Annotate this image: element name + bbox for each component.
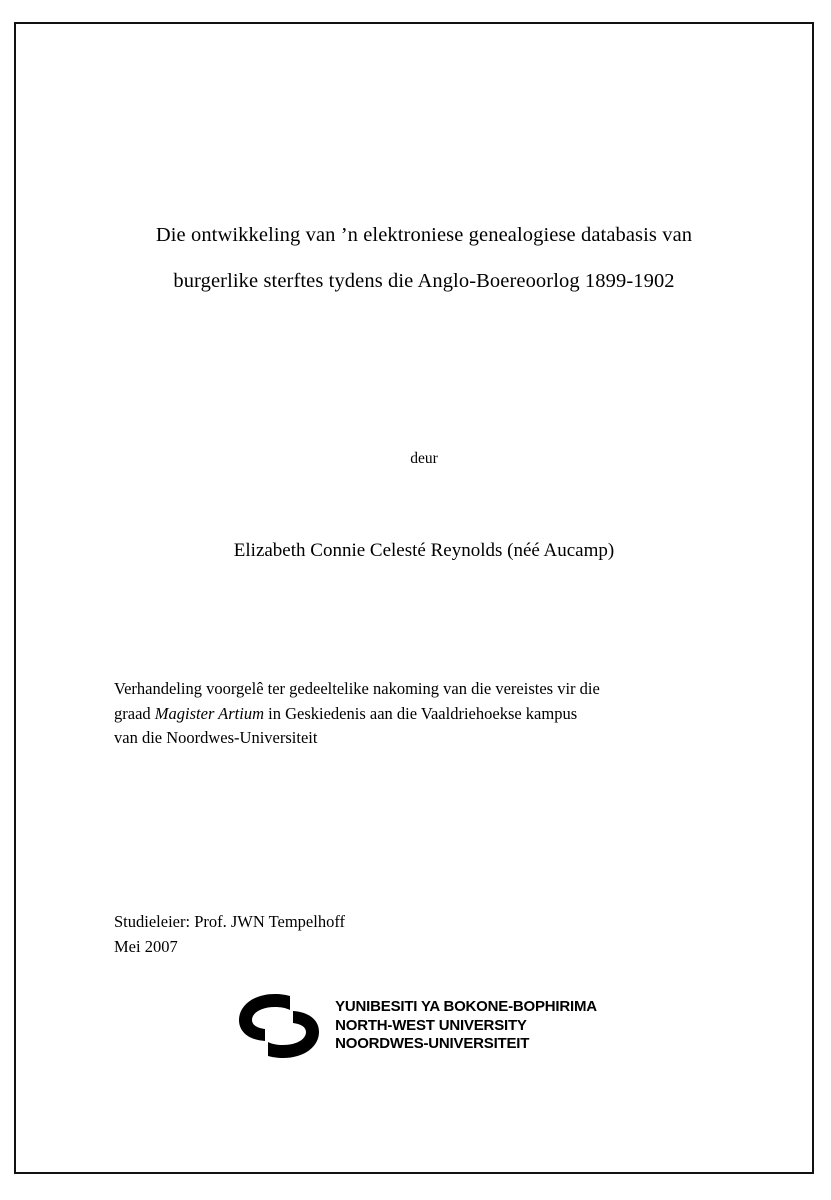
byline-label: deur xyxy=(410,450,438,467)
page-content xyxy=(14,22,814,1174)
author xyxy=(104,540,744,562)
degree-statement-line-2 xyxy=(114,702,726,727)
degree-statement-line-2-suffix: in Geskiedenis aan die Vaaldriehoekse kampus xyxy=(264,703,578,723)
north-west-university-logo-icon xyxy=(231,988,327,1064)
supervisor-line: Studieleier: Prof. JWN Tempelhoff xyxy=(114,912,346,931)
byline xyxy=(104,450,744,468)
logo-text-line-1: YUNIBESITI YA BOKONE-BOPHIRIMA xyxy=(335,998,597,1016)
page-title xyxy=(104,212,744,304)
university-logo xyxy=(14,988,814,1064)
logo-text-line-3: NOORDWES-UNIVERSITEIT xyxy=(335,1035,530,1053)
title-line-1: Die ontwikkeling van ’n elektroniese genealogiese databasis van xyxy=(155,224,693,246)
university-logo-text xyxy=(335,998,597,1054)
degree-statement-line-2-prefix: graad xyxy=(114,703,155,723)
degree-statement xyxy=(114,677,726,751)
title-line-2: burgerlike sterftes tydens die Anglo-Boereoorlog 1899-1902 xyxy=(173,270,675,292)
degree-statement-line-3: van die Noordwes-Universiteit xyxy=(114,728,318,747)
degree-name: Magister Artium xyxy=(154,703,265,723)
logo-text-line-2: NORTH-WEST UNIVERSITY xyxy=(335,1016,527,1034)
degree-statement-line-1: Verhandeling voorgelê ter gedeeltelike nakoming van die vereistes vir die xyxy=(114,679,600,698)
date-line: Mei 2007 xyxy=(114,936,178,956)
author-name: Elizabeth Connie Celesté Reynolds (néé Aucamp) xyxy=(233,540,615,561)
supervisor-and-date xyxy=(114,910,345,959)
